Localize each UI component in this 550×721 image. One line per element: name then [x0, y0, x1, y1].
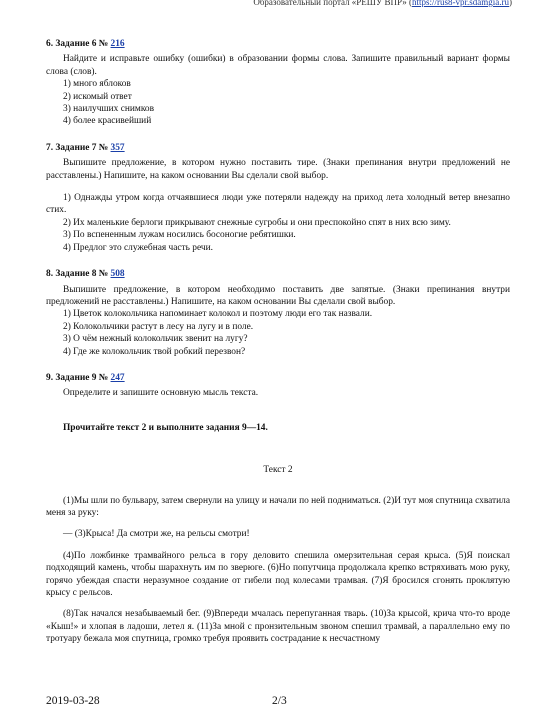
- portal-link[interactable]: https://rus8-vpr.sdamgia.ru: [412, 0, 509, 7]
- text-paragraph: — (3)Крыса! Да смотри же, на рельсы смотри!: [63, 529, 250, 540]
- task-title: 8. Задание 8 № 508: [46, 269, 125, 280]
- option-item: 2) искомый ответ: [63, 91, 132, 102]
- option-item: 1) Цветок колокольчика напоминает колокол и поэтому люди его так назвали.: [63, 309, 373, 320]
- option-item: 4) Где же колокольчик твой робкий перезвон?: [63, 346, 246, 357]
- text-paragraph: (8)Так начался незабываемый бег. (9)Впереди мчалась перепуганная тварь. (10)За крысой, крича что-то вроде «Кыш!» и хлопая в ладоши, летел я. (11)За мной с пронзительным звоном спешил трамвай, а параллельно ему по тротуару бежала моя спутница, громко требуя проявить сострадание к несчастному: [46, 609, 510, 645]
- task-prompt: Выпишите предложение, в котором нужно поставить тире. (Знаки препинания внутри предложений не расставлены.) Напишите, на каком основании Вы сделали свой выбор.: [46, 158, 510, 181]
- task-options: [46, 308, 510, 358]
- option-item: 1) много яблоков: [63, 79, 131, 90]
- task-number-link[interactable]: 357: [110, 142, 125, 153]
- task-6: [46, 38, 510, 128]
- task-number-link[interactable]: 508: [110, 269, 125, 280]
- task-9: [46, 372, 510, 400]
- option-item: 3) О чём нежный колокольчик звенит на лугу?: [63, 334, 248, 345]
- option-item: 3) По вспененным лужам носились босоногие ребятишки.: [63, 230, 296, 241]
- task-title: 9. Задание 9 № 247: [46, 372, 125, 383]
- option-item: 3) наилучших снимков: [63, 104, 155, 115]
- task-prompt: Найдите и исправьте ошибку (ошибки) в образовании формы слова. Запишите правильный вариант формы слова (слов).: [46, 54, 510, 77]
- task-number-link[interactable]: 247: [110, 372, 125, 383]
- footer-date: 2019-03-28: [46, 695, 100, 707]
- task-7: [46, 142, 510, 254]
- task-options: [46, 78, 510, 128]
- header-close: ): [509, 0, 512, 7]
- page-header: [253, 0, 512, 7]
- footer-page-number: 2/3: [272, 695, 287, 707]
- task-title: 6. Задание 6 № 216: [46, 39, 125, 49]
- option-item: 2) Их маленькие берлоги прикрывают снежные сугробы и они преспокойно спят в них всю зиму.: [63, 217, 451, 228]
- document-body: [46, 38, 510, 655]
- header-text: Образовательный портал «РЕШУ ВПР» (: [253, 0, 412, 7]
- task-title: 7. Задание 7 № 357: [46, 142, 125, 153]
- text-paragraph: (4)По ложбинке трамвайного рельса в гору деловито спешила омерзительная серая крыса. (5)Я поискал подходящий камень, чтобы шарахнуть им по зверюге. (6)Но попутчица продолжала крепко встряхивать мою руку, горячо убеждая спасти неразумное создание от гибели под колесами трамвая. (7)Я бросился сгонять проклятую крысу с рельсов.: [46, 550, 510, 598]
- option-item: 4) Предлог это служебная часть речи.: [63, 242, 213, 253]
- reading-instruction: Прочитайте текст 2 и выполните задания 9—14.: [63, 422, 268, 433]
- text-paragraph: (1)Мы шли по бульвару, затем свернули на улицу и начали по ней подниматься. (2)И тут моя спутница схватила меня за руку:: [46, 495, 510, 518]
- option-item: 4) более красивейший: [63, 116, 152, 127]
- task-8: [46, 268, 510, 358]
- task-number-link[interactable]: 216: [110, 39, 125, 49]
- option-item: 2) Колокольчики растут в лесу на лугу и в поле.: [63, 321, 254, 332]
- text-title: Текст 2: [263, 465, 293, 476]
- option-item: 1) Однажды утром когда отчаявшиеся люди уже потеряли надежду на приход лета холодный ветер внезапно стих.: [46, 193, 510, 216]
- task-prompt: Определите и запишите основную мысль текста.: [63, 388, 259, 399]
- task-options: [46, 192, 510, 254]
- task-prompt: Выпишите предложение, в котором необходимо поставить две запятые. (Знаки препинания внутри предложений не расставлены.) Напишите, на каком основании Вы сделали свой выбор.: [46, 284, 510, 307]
